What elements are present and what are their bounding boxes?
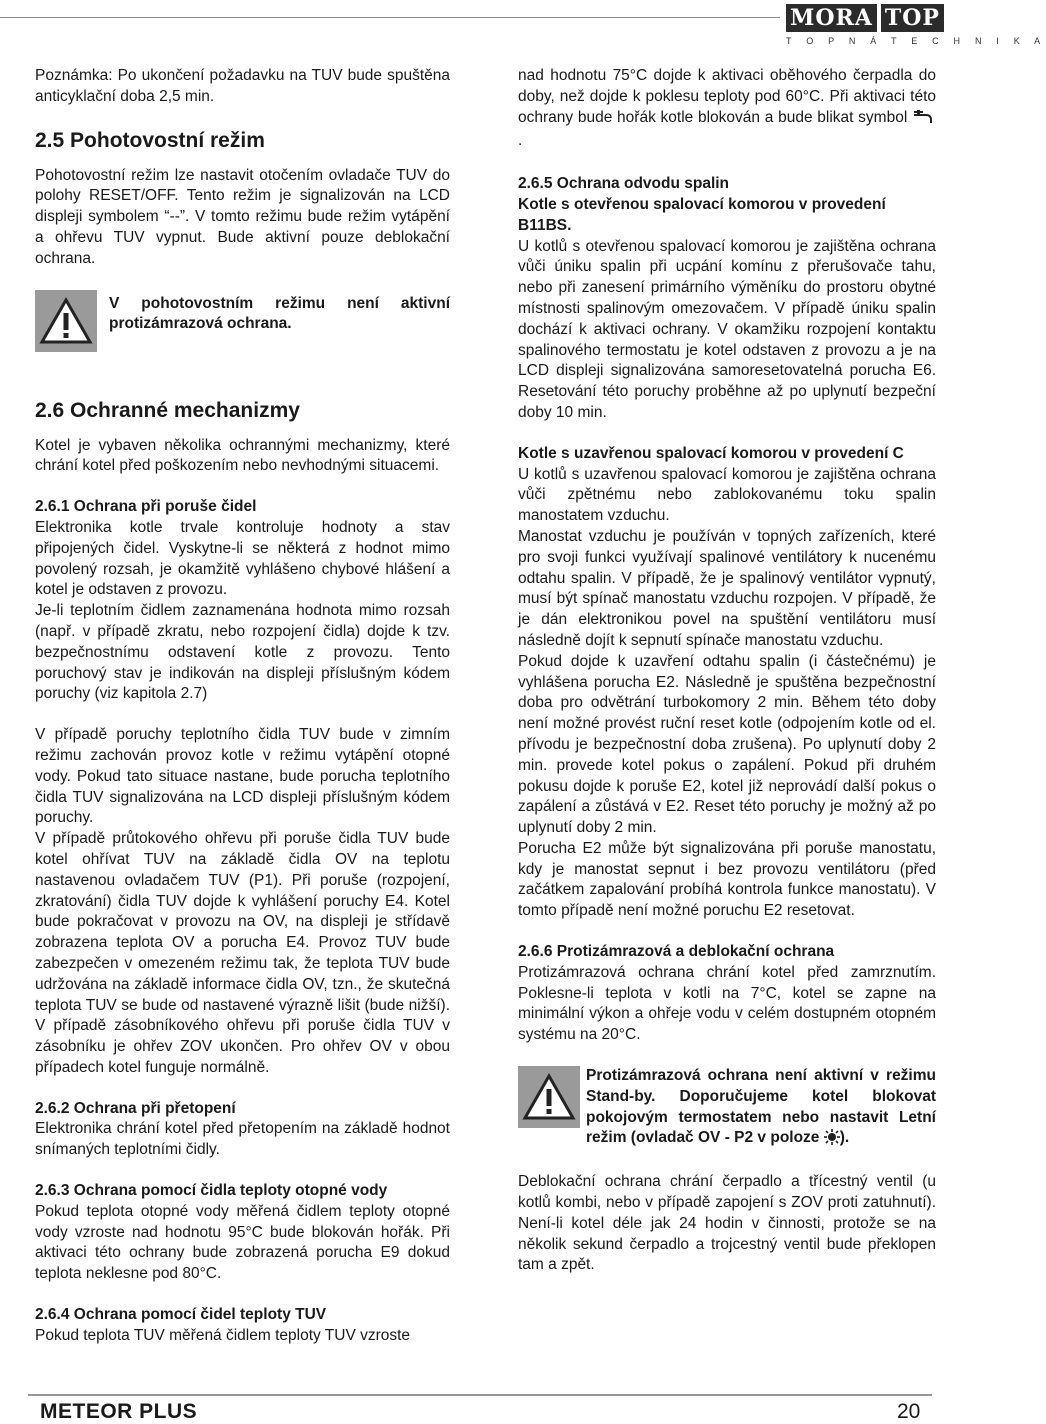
antifreeze-warning-text: Protizámrazová ochrana není aktivní v režimu Stand-by. Doporučujeme kotel blokovat pokojovým termostatem nebo nastavit Letní režim (ovladač OV - P2 v poloze ). — [586, 1066, 936, 1152]
antifreeze-warning — [518, 1066, 936, 1152]
section-2-6-6-text: Protizámrazová ochrana chrání kotel před zamrznutím. Poklesne-li teplota v kotli na 7°C, kotel se zapne na minimální výkon a ohřeje vodu v celém dostupném otopném systému na 20°C. — [518, 963, 936, 1044]
section-2-6-1-title: 2.6.1 Ochrana při poruše čidel — [35, 498, 257, 516]
footer-product-name: METEOR PLUS — [40, 1400, 198, 1423]
section-2-6-1-paragraph-4: V případě průtokového ohřevu při poruše čidla TUV bude kotel ohřívat TUV na základě čidla OV na teplotu nastavenou ovladačem TUV (P1). Při poruše (rozpojení, zkratování) čidla TUV dojde k vyhlášení poruchy E4. Kotel bude pokračovat v provozu na OV, na displeji je střídavě zobrazena teplota OV a porucha E4. Provoz TUV bude zabezpečen v omezeném režimu tak, že teplota TUV bude udržována na základě informace čidla OV, tzn., že skutečná teplota TUV se bude od nastavené výrazně lišit (bude nižší). V případě zásobníkového ohřevu při poruše čidla TUV v zásobníku je ohřev ZOV ukončen. Pro ohřev OV v obou případech kotel funguje normálně. — [35, 830, 450, 1076]
mora-top-logo — [786, 4, 1046, 52]
standby-warning-text: V pohotovostním režimu není aktivní protizámrazová ochrana. — [109, 294, 450, 333]
section-2-6-5-text: U kotlů s otevřenou spalovací komorou je zajištěna ochrana vůči úniku spalin při ucpání komínu z přerušovače tahu, nebo při zanesení primárního výměníku do prostoru obytné místnosti spalinovým omezovačem. V případě úniku spalin dochází k aktivaci ochrany. V okamžiku rozpojení kontaktu spalinového termostatu je kotel odstaven z provozu a je na LCD displeji signalizována samoresetovatelná porucha E6. Resetování této poruchy proběhne až po uplynutí bezpeční doby 10 min. — [518, 237, 936, 421]
section-2-6-4-text: Pokud teplota TUV měřená čidlem teploty TUV vzroste — [35, 1326, 411, 1344]
section-2-6-3-title: 2.6.3 Ochrana pomocí čidla teploty otopné vody — [35, 1182, 388, 1200]
section-2-6-1-paragraph-1: Elektronika kotle trvale kontroluje hodnoty a stav připojených čidel. Vyskytne-li se některá z hodnot mimo povolený rozsah, je okamžitě vyhlášeno chybové hlášení a kotel je odstaven z provozu. — [35, 518, 450, 599]
continuation-text: nad hodnotu 75°C dojde k aktivaci oběhového čerpadla do doby, než dojde k poklesu teploty pod 60°C. Při aktivaci této ochrany bude hořák kotle blokován a bude blikat symbol . — [518, 67, 936, 150]
section-2-6-4-title: 2.6.4 Ochrana pomocí čidel teploty TUV — [35, 1306, 327, 1324]
warning-triangle-icon — [35, 290, 97, 352]
logo-word-top: TOP — [881, 4, 944, 32]
section-2-6-text: Kotel je vybaven několika ochrannými mechanizmy, které chrání kotel před poškozením nebo nevhodnými situacemi. — [35, 436, 450, 475]
section-2-6-2-text: Elektronika chrání kotel před přetopením na základě hodnot snímaných teplotními čidly. — [35, 1120, 450, 1159]
summer-sun-icon — [824, 1129, 840, 1152]
closed-chamber-paragraph-1: U kotlů s uzavřenou spalovací komorou je zajištěna ochrana vůči zpětnému nebo zablokovanému toku spalin manostatem vzduchu. — [518, 465, 936, 525]
section-2-6-1-paragraph-2: Je-li teplotním čidlem zaznamenána hodnota mimo rozsah (např. v případě zkratu, nebo rozpojení čidla) dojde k tzv. bezpečnostnímu odstavení kotle z provozu. Tento poruchový stav je indikován na displeji příslušným kódem poruchy (viz kapitola 2.7) — [35, 602, 450, 703]
section-2-6-title: 2.6 Ochranné mechanizmy — [35, 398, 300, 422]
open-chamber-type: B11BS. — [518, 216, 572, 234]
closed-chamber-paragraph-2: Manostat vzduchu je používán v topných zařízeních, které pro svoji funkci využívají spalinové ventilátory k nucenému odtahu spalin. V případě, že je spalinový ventilátor vypnutý, musí být spínač manostatu vzduchu rozpojen. V případě, že je dán elektronikou povel na spuštění ventilátoru musí následně dojít k sepnutí spínače manostatu vzduchu. — [518, 527, 936, 649]
section-2-6-3-text: Pokud teplota otopné vody měřená čidlem teploty otopné vody vzroste nad hodnotu 95°C bude blokován hořák. Při aktivaci této ochrany bude zobrazená porucha E9 dokud teplota neklesne pod 80°C. — [35, 1202, 450, 1283]
logo-word-mora: MORA — [786, 4, 877, 32]
closed-chamber-title: Kotle s uzavřenou spalovací komorou v provedení C — [518, 444, 904, 462]
section-2-6-6-text-2: Deblokační ochrana chrání čerpadlo a třícestný ventil (u kotlů kombi, nebo v případě zapojení s ZOV proti zatuhnutí). Není-li kotel déle jak 24 hodin v činnosti, protože se na několik sekund čerpadlo a trojcestný ventil bude překlopen tam a zpět. — [518, 1173, 936, 1274]
closed-chamber-paragraph-4: Porucha E2 může být signalizována při poruše manostatu, kdy je manostat sepnut i bez provozu ventilátoru (před začátkem zapalování probíhá kontrola funkce manostatu). V tomto případě není možné poruchu E2 resetovat. — [518, 839, 936, 920]
page-number: 20 — [897, 1400, 921, 1423]
section-2-6-6-title: 2.6.6 Protizámrazová a deblokační ochrana — [518, 943, 835, 961]
open-chamber-subtitle: Kotle s otevřenou spalovací komorou v provedení — [518, 195, 886, 213]
section-2-5-title: 2.5 Pohotovostní režim — [35, 128, 265, 152]
logo-subtitle: T O P N Á T E C H N I K A — [786, 36, 1046, 46]
header-rule — [0, 17, 780, 18]
section-2-5-text: Pohotovostní režim lze nastavit otočením ovladače TUV do polohy RESET/OFF. Tento režim je signalizován na LCD displeji symbolem “--”. V tomto režimu bude režim vytápění a ohřevu TUV vypnut. Bude aktivní pouze deblokační ochrana. — [35, 166, 450, 267]
hot-water-tap-icon — [912, 109, 936, 132]
note-text: Poznámka: Po ukončení požadavku na TUV bude spuštěna anticyklační doba 2,5 min. — [35, 67, 450, 105]
closed-chamber-paragraph-3: Pokud dojde k uzavření odtahu spalin (i částečnému) je vyhlášena porucha E2. Následně je spuštěna bezpečnostní doba pro odvětrání turbokomory 2 min. Během této doby není možné provést ruční reset kotle (odpojením kotle od el. přívodu je bezpečnostní doba zrušena). Po uplynutí doby 2 min. provede kotel pokus o zapálení. Pokud při druhém pokusu dojde k poruše E2, kotel již neprovádí další pokus o zapálení a zůstává v E2. Reset této poruchy je možný až po uplynutí doby 2 min. — [518, 652, 936, 837]
standby-warning — [35, 290, 450, 352]
warning-triangle-icon — [518, 1066, 580, 1128]
section-2-6-1-paragraph-3: V případě poruchy teplotního čidla TUV bude v zimním režimu zachován provoz kotle v režimu vytápění otopné vody. Pokud tato situace nastane, bude porucha teplotního čidla TUV signalizována na LCD displeji příslušným kódem poruchy. — [35, 726, 450, 827]
section-2-6-2-title: 2.6.2 Ochrana při přetopení — [35, 1099, 236, 1117]
left-column — [35, 66, 450, 1347]
footer-rule — [28, 1394, 932, 1396]
right-column — [518, 66, 936, 1276]
section-2-6-5-title: 2.6.5 Ochrana odvodu spalin — [518, 175, 730, 193]
